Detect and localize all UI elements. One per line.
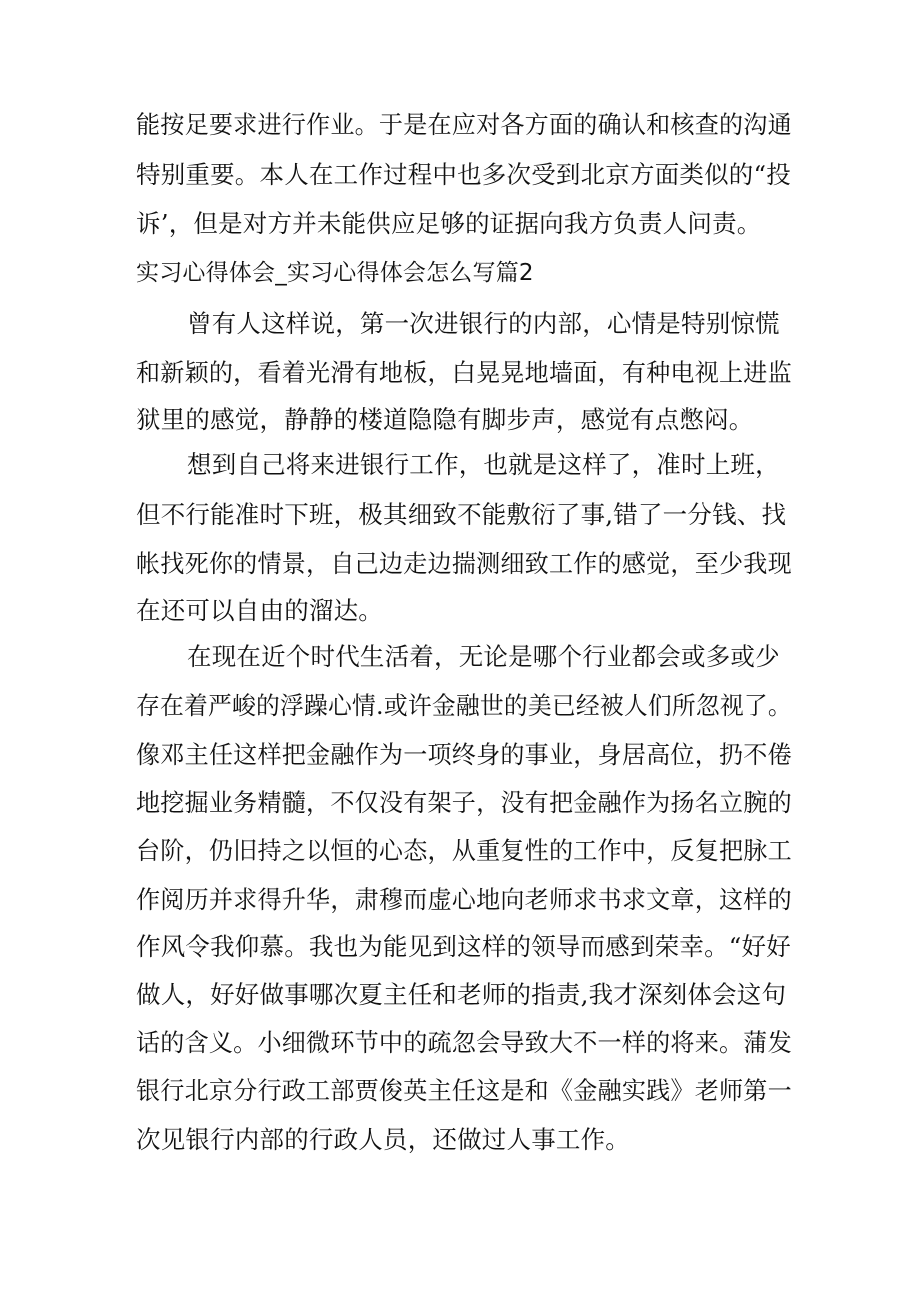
paragraph-line: 银行北京分行政工部贾俊英主任这是和《金融实践》老师第一 (136, 1076, 792, 1105)
paragraph-line: 曾有人这样说，第一次进银行的内部，心情是特别惊慌 (187, 309, 780, 338)
paragraph-line: 但不行能准时下班，极其细致不能敷衍了事,错了一分钱、找 (136, 500, 787, 529)
paragraph-line: 在现在近个时代生活着，无论是哪个行业都会或多或少 (187, 642, 780, 671)
paragraph-line: 作风令我仰慕。我也为能见到这样的领导而感到荣幸。“好好 (136, 932, 791, 961)
intro-line: 能按足要求进行作业。于是在应对各方面的确认和核查的沟通 (136, 110, 792, 139)
paragraph-line: 和新颖的，看着光滑有地板，白晃晃地墙面，有种电视上进监 (136, 358, 792, 387)
paragraph-line: 想到自己将来进银行工作，也就是这样了，准时上班， (187, 450, 780, 479)
paragraph-line: 话的含义。小细微环节中的疏忽会导致大不一样的将来。蒲发 (136, 1028, 792, 1057)
intro-line: 诉’，但是对方并未能供应足够的证据向我方负责人问责。 (136, 209, 762, 238)
paragraph-line: 地挖掘业务精髓，不仅没有架子，没有把金融作为扬名立腕的 (136, 788, 792, 817)
paragraph-line: 狱里的感觉，静静的楼道隐隐有脚步声，感觉有点憋闷。 (136, 405, 754, 434)
paragraph-line: 台阶，仍旧持之以恒的心态，从重复性的工作中，反复把脉工 (136, 836, 792, 865)
paragraph-line: 在还可以自由的溜达。 (136, 596, 383, 625)
paragraph-line: 做人，好好做事哪次夏主任和老师的指责,我才深刻体会这句 (136, 980, 787, 1009)
section-heading: 实习心得体会_实习心得体会怎么写篇2 (136, 260, 534, 286)
paragraph-line: 作阅历并求得升华，肃穆而虚心地向老师求书求文章，这样的 (136, 885, 792, 914)
paragraph-line: 次见银行内部的行政人员，还做过人事工作。 (136, 1125, 630, 1154)
paragraph-line: 像邓主任这样把金融作为一项终身的事业，身居高位，扔不倦 (136, 740, 792, 769)
intro-line: 特别重要。本人在工作过程中也多次受到北京方面类似的“投 (136, 160, 791, 189)
paragraph-line: 存在着严峻的浮躁心情.或许金融世的美已经被人们所忽视了。 (136, 691, 792, 720)
paragraph-line: 帐找死你的情景，自己边走边揣测细致工作的感觉，至少我现 (136, 549, 792, 578)
